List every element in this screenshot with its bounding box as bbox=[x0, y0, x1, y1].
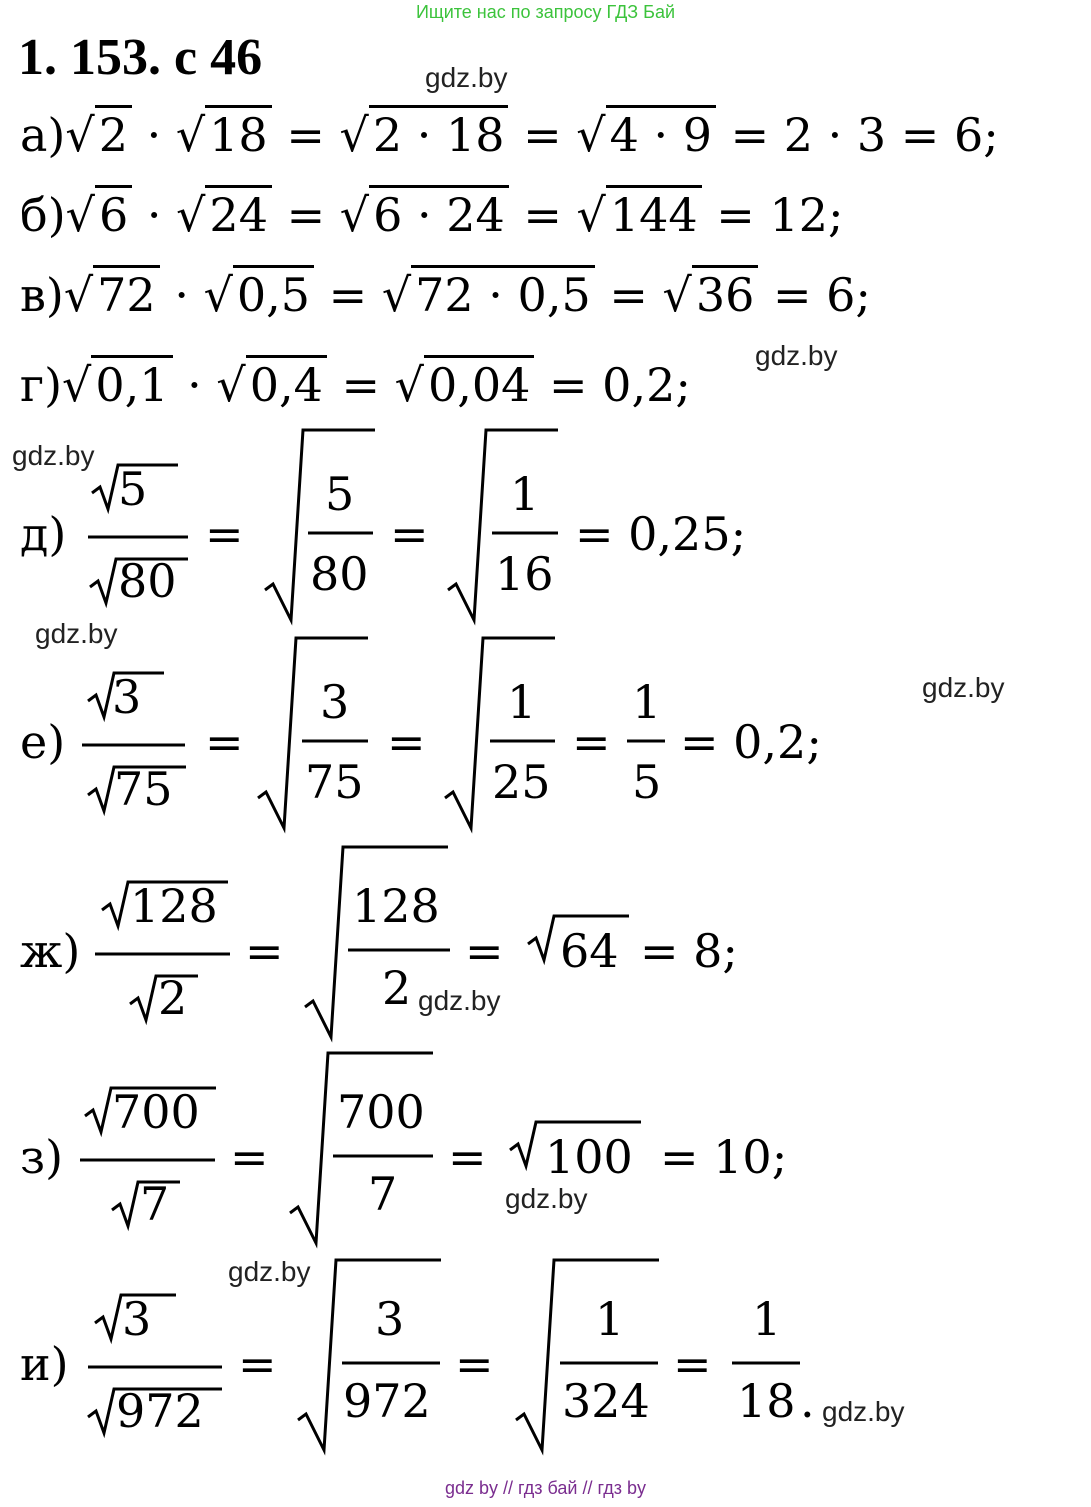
svg-text:64: 64 bbox=[560, 924, 619, 978]
watermark: gdz.by bbox=[418, 985, 501, 1016]
watermark: gdz.by bbox=[822, 1396, 905, 1427]
svg-text:и): и) bbox=[20, 1337, 69, 1391]
watermark: gdz.by bbox=[228, 1256, 311, 1287]
item-label: а) bbox=[20, 108, 66, 162]
sqrt-icon bbox=[290, 1053, 433, 1243]
svg-text:5: 5 bbox=[325, 467, 355, 521]
svg-text:ж): ж) bbox=[20, 924, 81, 978]
svg-text:2: 2 bbox=[158, 971, 188, 1025]
svg-text:7: 7 bbox=[368, 1167, 398, 1221]
svg-text:= 0,2;: = 0,2; bbox=[680, 715, 822, 769]
svg-text:= 8;: = 8; bbox=[640, 924, 738, 978]
item-label: г) bbox=[20, 358, 63, 412]
svg-text:=: = bbox=[387, 715, 426, 769]
svg-text:80: 80 bbox=[310, 547, 369, 601]
svg-text:.: . bbox=[800, 1374, 815, 1428]
sqrt-icon: √ bbox=[576, 108, 606, 162]
sqrt-icon: √ bbox=[62, 358, 92, 412]
watermark: gdz.by bbox=[35, 618, 118, 649]
sqrt-icon: √ bbox=[339, 108, 369, 162]
sqrt-icon: √ bbox=[65, 188, 95, 242]
sqrt-icon: √ bbox=[381, 268, 412, 322]
item-label: в) bbox=[20, 268, 64, 322]
svg-text:=: = bbox=[465, 924, 504, 978]
svg-text:3: 3 bbox=[320, 675, 350, 729]
sqrt-icon: √ bbox=[175, 108, 206, 162]
svg-text:е): е) bbox=[20, 715, 66, 769]
watermark: gdz.by bbox=[505, 1183, 588, 1214]
equation-b: б)√6 · √24 = √6 · 24 = √144 = 12; bbox=[20, 192, 844, 238]
sqrt-icon: √ bbox=[63, 268, 94, 322]
svg-text:700: 700 bbox=[337, 1085, 425, 1139]
watermark: gdz.by bbox=[425, 62, 508, 93]
svg-text:5: 5 bbox=[632, 755, 662, 809]
svg-text:=: = bbox=[238, 1337, 277, 1391]
svg-text:д): д) bbox=[20, 507, 67, 561]
search-banner: Ищите нас по запросу ГДЗ Бай bbox=[415, 2, 676, 22]
svg-text:1: 1 bbox=[752, 1292, 782, 1346]
equation-z bbox=[0, 1048, 1091, 1253]
equation-a: а)√2 · √18 = √2 · 18 = √4 · 9 = 2 · 3 = 6; bbox=[20, 112, 999, 158]
svg-text:100: 100 bbox=[545, 1130, 633, 1184]
svg-text:з): з) bbox=[20, 1130, 64, 1184]
svg-text:=: = bbox=[448, 1130, 487, 1184]
sqrt-icon: √ bbox=[65, 108, 95, 162]
svg-text:=: = bbox=[230, 1130, 269, 1184]
svg-text:1: 1 bbox=[632, 675, 662, 729]
svg-text:18: 18 bbox=[737, 1374, 796, 1428]
watermark: gdz.by bbox=[755, 340, 838, 371]
svg-text:=: = bbox=[390, 507, 429, 561]
svg-text:128: 128 bbox=[130, 879, 218, 933]
equation-i bbox=[0, 1255, 1091, 1460]
sqrt-icon bbox=[305, 847, 448, 1037]
svg-text:=: = bbox=[572, 715, 611, 769]
sqrt-icon: √ bbox=[662, 268, 692, 322]
svg-text:128: 128 bbox=[352, 879, 440, 933]
equation-g: г)√0,1 · √0,4 = √0,04 = 0,2; bbox=[20, 362, 691, 408]
svg-text:972: 972 bbox=[116, 1384, 204, 1438]
svg-text:75: 75 bbox=[305, 755, 364, 809]
watermark: gdz.by bbox=[12, 440, 95, 471]
svg-text:=: = bbox=[245, 924, 284, 978]
svg-text:=: = bbox=[455, 1337, 494, 1391]
svg-text:972: 972 bbox=[343, 1374, 431, 1428]
item-label: б) bbox=[20, 188, 66, 242]
svg-text:=: = bbox=[673, 1337, 712, 1391]
sqrt-icon: √ bbox=[203, 268, 233, 322]
svg-text:1: 1 bbox=[510, 467, 540, 521]
svg-text:1: 1 bbox=[595, 1292, 625, 1346]
svg-text:324: 324 bbox=[562, 1374, 650, 1428]
footer-links: gdz by // гдз бай // гдз by bbox=[444, 1478, 647, 1498]
svg-text:5: 5 bbox=[118, 462, 148, 516]
sqrt-icon: √ bbox=[394, 358, 424, 412]
page-title: 1. 153. с 46 bbox=[18, 29, 263, 86]
sqrt-icon: √ bbox=[339, 188, 370, 242]
svg-text:16: 16 bbox=[495, 547, 554, 601]
svg-text:3: 3 bbox=[122, 1292, 152, 1346]
sqrt-icon: √ bbox=[176, 188, 206, 242]
svg-text:=: = bbox=[205, 507, 244, 561]
sqrt-icon: √ bbox=[576, 188, 606, 242]
svg-text:3: 3 bbox=[112, 670, 142, 724]
svg-text:= 10;: = 10; bbox=[660, 1130, 788, 1184]
svg-text:2: 2 bbox=[382, 961, 412, 1015]
equation-e bbox=[0, 633, 1091, 838]
sqrt-icon: √ bbox=[216, 358, 246, 412]
svg-text:1: 1 bbox=[507, 675, 537, 729]
equation-d bbox=[0, 425, 1091, 630]
watermark: gdz.by bbox=[922, 672, 1005, 703]
svg-text:25: 25 bbox=[492, 755, 551, 809]
svg-text:80: 80 bbox=[118, 554, 177, 608]
svg-text:= 0,25;: = 0,25; bbox=[575, 507, 747, 561]
svg-text:3: 3 bbox=[375, 1292, 405, 1346]
equation-v: в)√72 · √0,5 = √72 · 0,5 = √36 = 6; bbox=[20, 272, 871, 318]
svg-text:7: 7 bbox=[140, 1177, 170, 1231]
svg-text:=: = bbox=[205, 715, 244, 769]
equation-zh bbox=[0, 842, 1091, 1047]
svg-text:700: 700 bbox=[112, 1085, 200, 1139]
svg-text:75: 75 bbox=[114, 762, 173, 816]
